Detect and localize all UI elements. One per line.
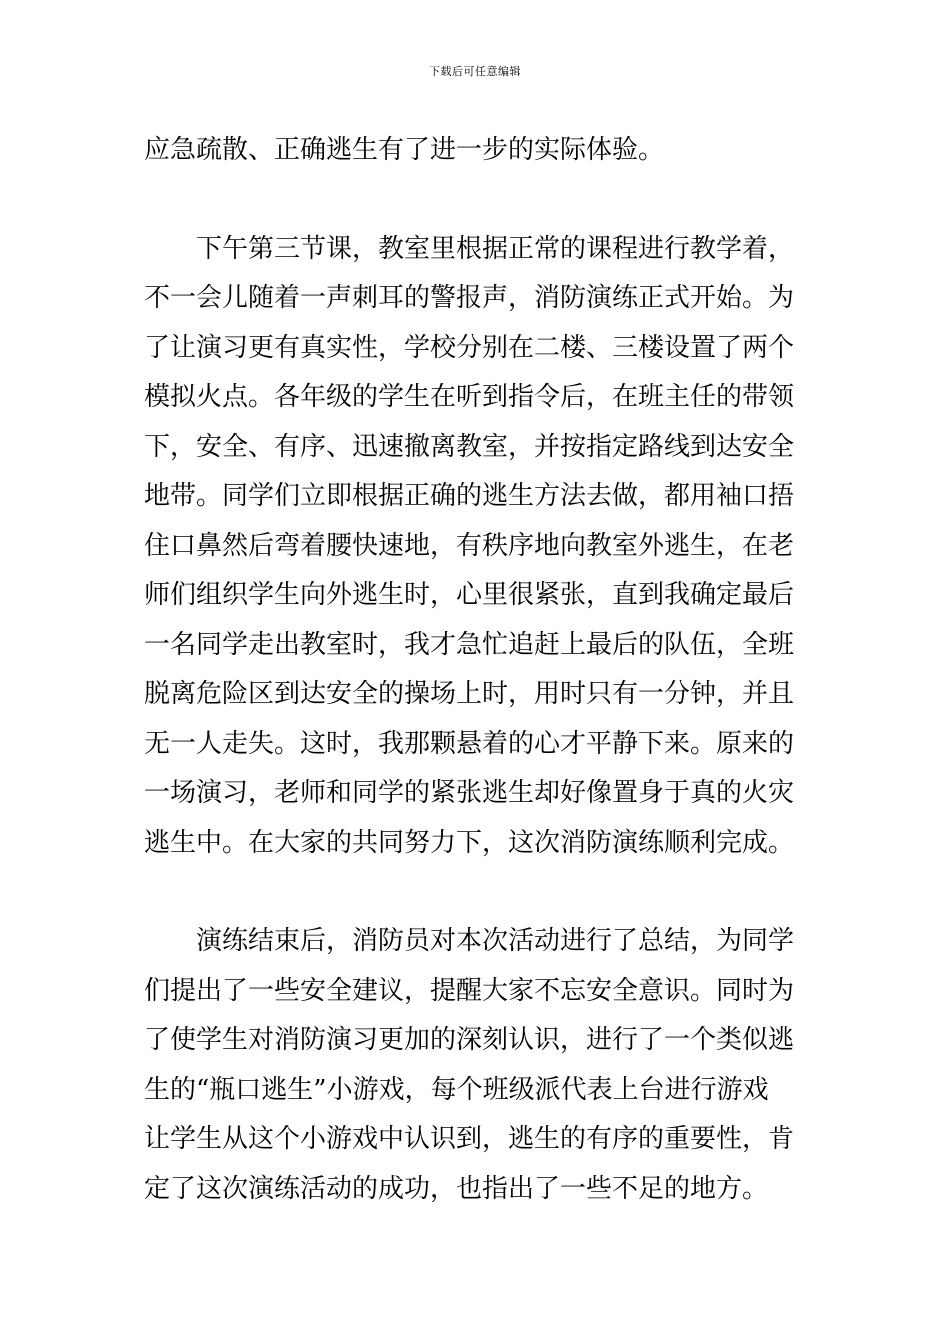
text-line: 下，安全、有序、迅速撤离教室，并按指定路线到达安全 [144,432,795,462]
text-line: 一名同学走出教室时，我才急忙追赶上最后的队伍，全班 [144,630,795,660]
text-line: 师们组织学生向外逃生时，心里很紧张，直到我确定最后 [144,580,795,610]
text-line: 定了这次演练活动的成功，也指出了一些不足的地方。 [144,1174,769,1204]
text-line: 一场演习，老师和同学的紧张逃生却好像置身于真的火灾 [144,778,795,808]
text-line: 应急疏散、正确逃生有了进一步的实际体验。 [144,135,665,165]
text-line: 生的“瓶口逃生”小游戏，每个班级派代表上台进行游戏 [144,1075,769,1105]
text-line: 地带。同学们立即根据正确的逃生方法去做，都用袖口捂 [144,481,795,511]
text-line: 了让演习更有真实性，学校分别在二楼、三楼设置了两个 [144,333,795,363]
text-line: 演练结束后，消防员对本次活动进行了总结，为同学 [144,926,795,956]
text-line: 无一人走失。这时，我那颗悬着的心才平静下来。原来的 [144,729,795,759]
text-line: 住口鼻然后弯着腰快速地，有秩序地向教室外逃生，在老 [144,531,795,561]
text-line: 模拟火点。各年级的学生在听到指令后，在班主任的带领 [144,382,795,412]
page-header: 下载后可任意编辑 [429,65,521,78]
text-line: 们提出了一些安全建议，提醒大家不忘安全意识。同时为 [144,976,795,1006]
text-line: 了使学生对消防演习更加的深刻认识，进行了一个类似逃 [144,1025,795,1055]
text-line: 脱离危险区到达安全的操场上时，用时只有一分钟，并且 [144,679,795,709]
text-line: 下午第三节课，教室里根据正常的课程进行教学着， [144,234,795,264]
text-line: 不一会儿随着一声刺耳的警报声，消防演练正式开始。为 [144,283,795,313]
text-line: 逃生中。在大家的共同努力下，这次消防演练顺利完成。 [144,828,795,858]
text-line: 让学生从这个小游戏中认识到，逃生的有序的重要性，肯 [144,1124,795,1154]
